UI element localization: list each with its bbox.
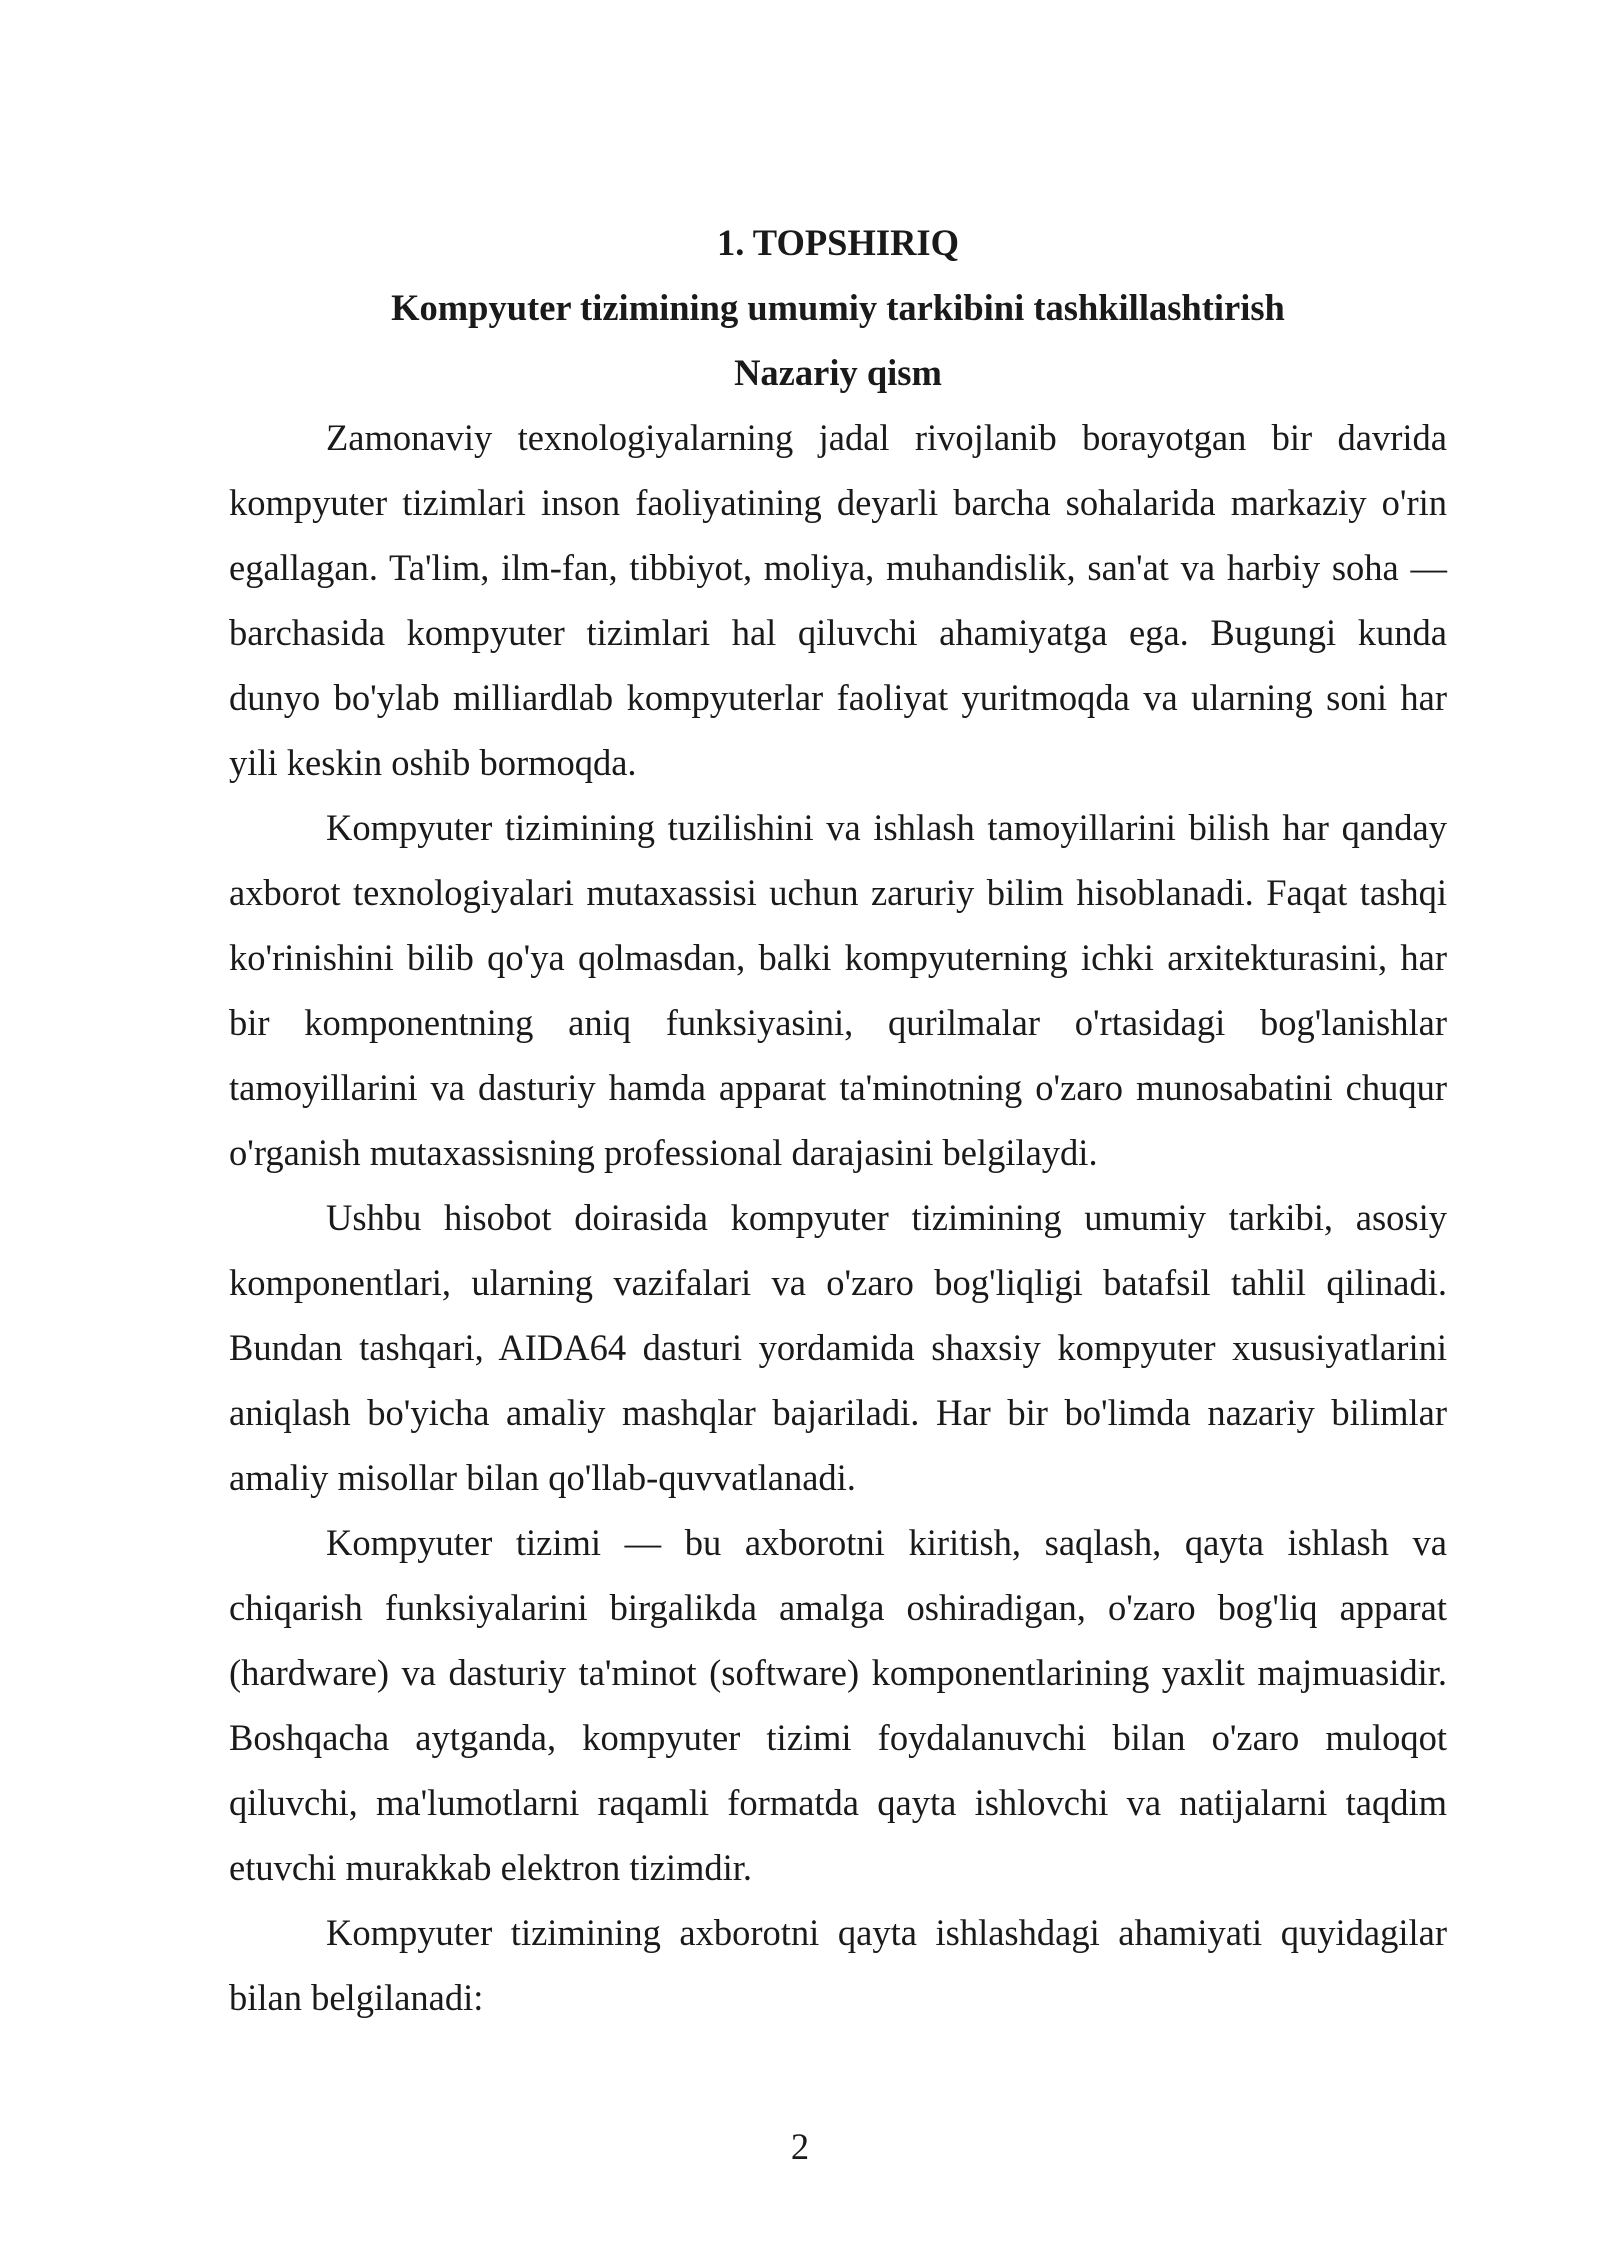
paragraph-structure-knowledge: Kompyuter tizimining tuzilishini va ishlash tamoyillarini bilish har qanday axborot texnologiyalari mutaxassisi uchun zaruriy bilim hisoblanadi. Faqat tashqi ko'rinishini bilib qo'ya qolmasdan, balki kompyuterning ichki arxitekturasini, har bir komponentning aniq funksiyasini, qurilmalar o'rtasidagi bog'lanishlar tamoyillarini va dasturiy hamda apparat ta'minotning o'zaro munosabatini chuqur o'rganish mutaxassisning professional darajasini belgilaydi. — [229, 807, 1447, 1173]
page-number: 2 — [790, 2126, 810, 2167]
paragraph-definition: Kompyuter tizimi — bu axborotni kiritish, saqlash, qayta ishlash va chiqarish funksiyalarini birgalikda amalga oshiradigan, o'zaro bog'liq apparat (hardware) va dasturiy ta'minot (software) komponentlarining yaxlit majmuasidir. Boshqacha aytganda, kompyuter tizimi foydalanuvchi bilan o'zaro muloqot qiluvchi, ma'lumotlarni raqamli formatda qayta ishlovchi va natijalarni taqdim etuvchi murakkab elektron tizimdir. — [229, 1522, 1447, 1888]
task-title: 1. TOPSHIRIQ — [716, 222, 960, 263]
paragraph-intro: Zamonaviy texnologiyalarning jadal rivojlanib borayotgan bir davrida kompyuter tizimlari inson faoliyatining deyarli barcha sohalarida markaziy o'rin egallagan. Ta'lim, ilm-fan, tibbiyot, moliya, muhandislik, san'at va harbiy soha — barchasida kompyuter tizimlari hal qiluvchi ahamiyatga ega. Bugungi kunda dunyo bo'ylab milliardlab kompyuterlar faoliyat yuritmoqda va ularning soni har yili keskin oshib bormoqda. — [229, 417, 1447, 783]
page-content — [229, 210, 1447, 2030]
paragraph-report-scope: Ushbu hisobot doirasida kompyuter tizimining umumiy tarkibi, asosiy komponentlari, ularning vazifalari va o'zaro bog'liqligi batafsil tahlil qilinadi. Bundan tashqari, AIDA64 dasturi yordamida shaxsiy kompyuter xususiyatlarini aniqlash bo'yicha amaliy mashqlar bajariladi. Har bir bo'limda nazariy bilimlar amaliy misollar bilan qo'llab-quvvatlanadi. — [229, 1197, 1447, 1498]
section-title: Nazariy qism — [734, 352, 942, 393]
paragraph-importance: Kompyuter tizimining axborotni qayta ishlashdagi ahamiyati quyidagilar bilan belgilanadi: — [229, 1912, 1447, 2018]
topic-title: Kompyuter tizimining umumiy tarkibini tashkillashtirish — [391, 287, 1285, 328]
